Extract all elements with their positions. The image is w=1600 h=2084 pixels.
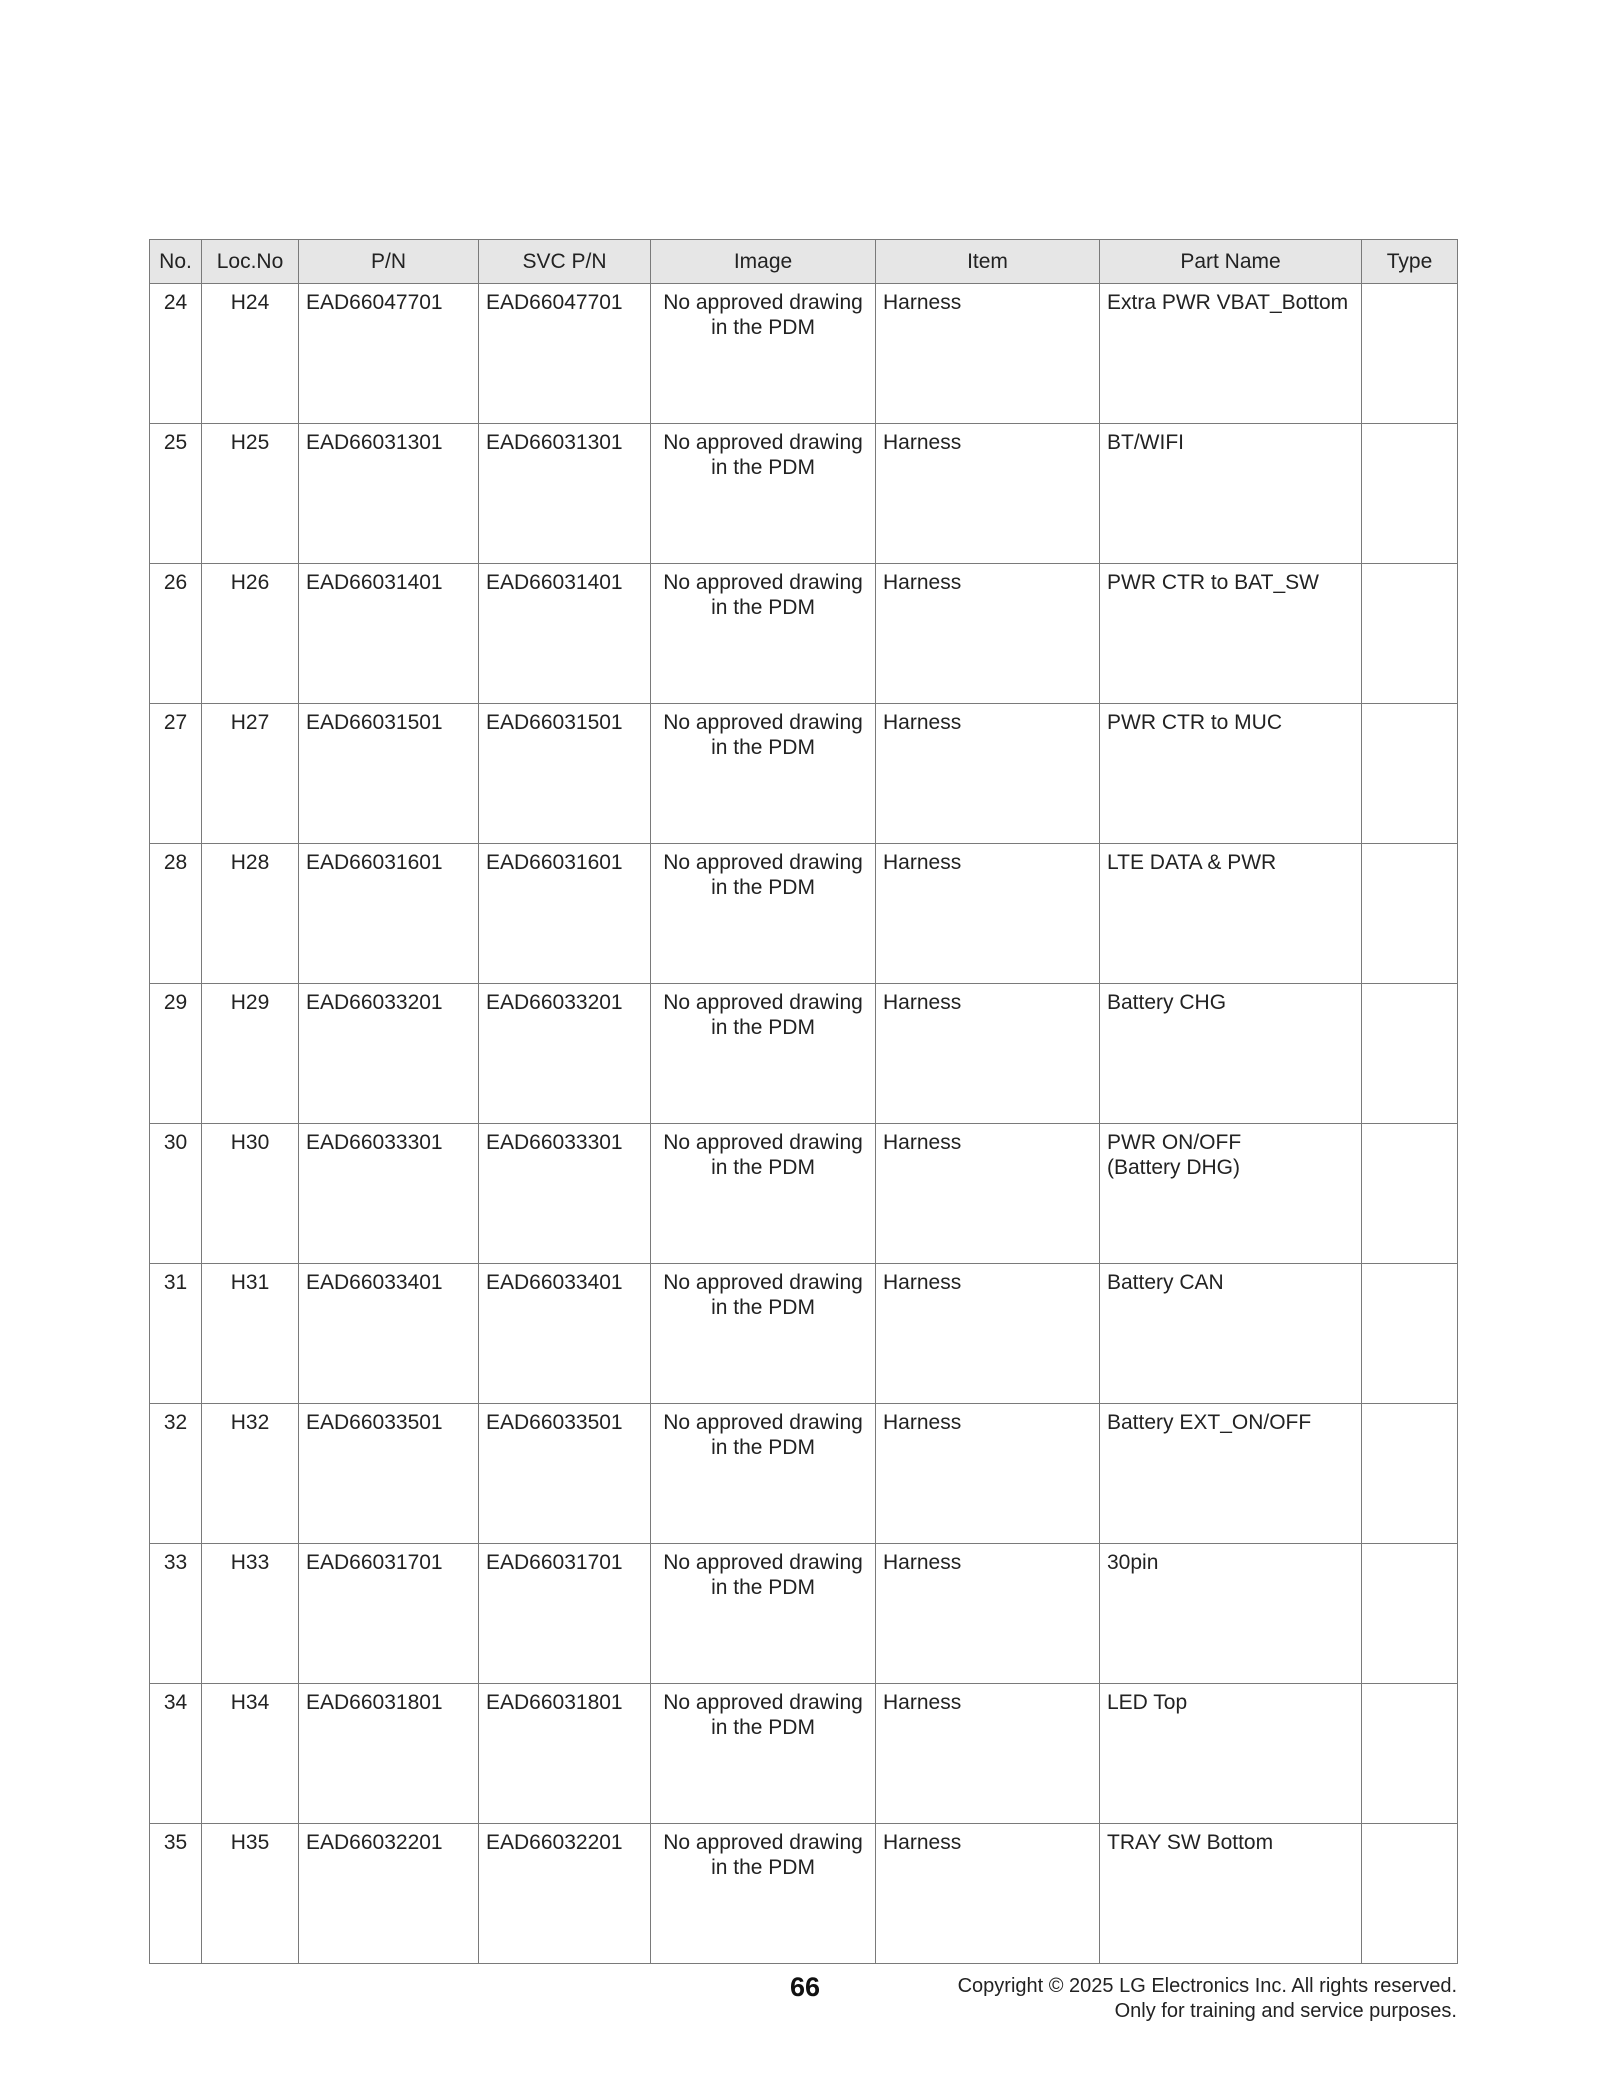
image-note-line: in the PDM bbox=[711, 1296, 815, 1319]
cell-type bbox=[1362, 1404, 1458, 1544]
cell-pn: EAD66031401 bbox=[299, 564, 479, 704]
cell-pn: EAD66031601 bbox=[299, 844, 479, 984]
table-row bbox=[150, 1264, 1458, 1404]
cell-type bbox=[1362, 984, 1458, 1124]
cell-no: 30 bbox=[150, 1124, 202, 1264]
part-name-line: (Battery DHG) bbox=[1107, 1156, 1241, 1179]
page-number: 66 bbox=[789, 1972, 821, 2002]
table-row bbox=[150, 1404, 1458, 1544]
part-name-line: PWR ON/OFF bbox=[1107, 1131, 1242, 1154]
cell-loc-no: H31 bbox=[202, 1264, 299, 1404]
image-note-line: in the PDM bbox=[711, 876, 815, 899]
cell-part-name bbox=[1100, 1264, 1362, 1404]
cell-item: Harness bbox=[876, 1264, 1100, 1404]
cell-svc-pn: EAD66031701 bbox=[479, 1544, 651, 1684]
cell-type bbox=[1362, 704, 1458, 844]
cell-no: 27 bbox=[150, 704, 202, 844]
cell-item: Harness bbox=[876, 1404, 1100, 1544]
image-note-line: in the PDM bbox=[711, 1716, 815, 1739]
usage-notice: Only for training and service purposes. bbox=[1114, 2000, 1457, 2022]
cell-pn: EAD66047701 bbox=[299, 284, 479, 424]
copyright-notice bbox=[958, 1974, 1457, 2024]
cell-type bbox=[1362, 564, 1458, 704]
part-name-line: 30pin bbox=[1107, 1551, 1159, 1574]
parts-table bbox=[149, 239, 1458, 1964]
image-note-line: No approved drawing bbox=[663, 1131, 863, 1154]
cell-image bbox=[651, 1124, 876, 1264]
cell-image bbox=[651, 424, 876, 564]
image-note-line: No approved drawing bbox=[663, 571, 863, 594]
cell-loc-no: H29 bbox=[202, 984, 299, 1124]
cell-loc-no: H34 bbox=[202, 1684, 299, 1824]
cell-svc-pn: EAD66033301 bbox=[479, 1124, 651, 1264]
cell-part-name bbox=[1100, 564, 1362, 704]
cell-loc-no: H27 bbox=[202, 704, 299, 844]
cell-item: Harness bbox=[876, 1124, 1100, 1264]
table-row bbox=[150, 1544, 1458, 1684]
table-row bbox=[150, 564, 1458, 704]
cell-pn: EAD66031701 bbox=[299, 1544, 479, 1684]
cell-no: 26 bbox=[150, 564, 202, 704]
cell-part-name bbox=[1100, 1824, 1362, 1964]
cell-pn: EAD66031501 bbox=[299, 704, 479, 844]
cell-image bbox=[651, 1404, 876, 1544]
cell-loc-no: H25 bbox=[202, 424, 299, 564]
image-note-line: No approved drawing bbox=[663, 1411, 863, 1434]
cell-item: Harness bbox=[876, 984, 1100, 1124]
cell-loc-no: H30 bbox=[202, 1124, 299, 1264]
table-row bbox=[150, 984, 1458, 1124]
image-note-line: No approved drawing bbox=[663, 991, 863, 1014]
cell-type bbox=[1362, 844, 1458, 984]
table-row bbox=[150, 1124, 1458, 1264]
cell-svc-pn: EAD66031801 bbox=[479, 1684, 651, 1824]
header-type: Type bbox=[1362, 240, 1458, 284]
cell-image bbox=[651, 564, 876, 704]
image-note-line: in the PDM bbox=[711, 736, 815, 759]
cell-no: 33 bbox=[150, 1544, 202, 1684]
cell-loc-no: H33 bbox=[202, 1544, 299, 1684]
part-name-line: Extra PWR VBAT_Bottom bbox=[1107, 291, 1349, 314]
cell-pn: EAD66031801 bbox=[299, 1684, 479, 1824]
cell-loc-no: H35 bbox=[202, 1824, 299, 1964]
cell-pn: EAD66032201 bbox=[299, 1824, 479, 1964]
copyright-text: Copyright © 2025 LG Electronics Inc. All rights reserved. bbox=[957, 1975, 1457, 1997]
image-note-line: No approved drawing bbox=[663, 1271, 863, 1294]
image-note-line: No approved drawing bbox=[663, 1551, 863, 1574]
cell-svc-pn: EAD66031601 bbox=[479, 844, 651, 984]
image-note-line: No approved drawing bbox=[663, 431, 863, 454]
header-svc-pn: SVC P/N bbox=[479, 240, 651, 284]
cell-type bbox=[1362, 424, 1458, 564]
table-body bbox=[150, 284, 1458, 1964]
cell-part-name bbox=[1100, 424, 1362, 564]
part-name-line: TRAY SW Bottom bbox=[1107, 1831, 1274, 1854]
image-note-line: No approved drawing bbox=[663, 291, 863, 314]
image-note-line: in the PDM bbox=[711, 1856, 815, 1879]
cell-part-name bbox=[1100, 1684, 1362, 1824]
cell-loc-no: H24 bbox=[202, 284, 299, 424]
cell-svc-pn: EAD66031501 bbox=[479, 704, 651, 844]
part-name-line: LED Top bbox=[1107, 1691, 1188, 1714]
image-note-line: No approved drawing bbox=[663, 1831, 863, 1854]
cell-type bbox=[1362, 1824, 1458, 1964]
image-note-line: in the PDM bbox=[711, 1436, 815, 1459]
cell-item: Harness bbox=[876, 844, 1100, 984]
cell-type bbox=[1362, 1124, 1458, 1264]
cell-pn: EAD66033301 bbox=[299, 1124, 479, 1264]
cell-image bbox=[651, 704, 876, 844]
header-pn: P/N bbox=[299, 240, 479, 284]
cell-type bbox=[1362, 284, 1458, 424]
table-row bbox=[150, 704, 1458, 844]
cell-svc-pn: EAD66047701 bbox=[479, 284, 651, 424]
cell-svc-pn: EAD66033401 bbox=[479, 1264, 651, 1404]
cell-item: Harness bbox=[876, 1544, 1100, 1684]
cell-no: 35 bbox=[150, 1824, 202, 1964]
part-name-line: Battery EXT_ON/OFF bbox=[1107, 1411, 1312, 1434]
cell-pn: EAD66033401 bbox=[299, 1264, 479, 1404]
header-no: No. bbox=[150, 240, 202, 284]
part-name-line: PWR CTR to MUC bbox=[1107, 711, 1282, 734]
cell-part-name bbox=[1100, 984, 1362, 1124]
cell-part-name bbox=[1100, 1124, 1362, 1264]
cell-svc-pn: EAD66031301 bbox=[479, 424, 651, 564]
cell-svc-pn: EAD66032201 bbox=[479, 1824, 651, 1964]
cell-part-name bbox=[1100, 1404, 1362, 1544]
cell-image bbox=[651, 984, 876, 1124]
cell-item: Harness bbox=[876, 1684, 1100, 1824]
cell-part-name bbox=[1100, 844, 1362, 984]
cell-svc-pn: EAD66033501 bbox=[479, 1404, 651, 1544]
cell-part-name bbox=[1100, 704, 1362, 844]
image-note-line: No approved drawing bbox=[663, 711, 863, 734]
image-note-line: No approved drawing bbox=[663, 1691, 863, 1714]
cell-image bbox=[651, 1684, 876, 1824]
header-part-name: Part Name bbox=[1100, 240, 1362, 284]
table-row bbox=[150, 1684, 1458, 1824]
cell-no: 28 bbox=[150, 844, 202, 984]
cell-item: Harness bbox=[876, 704, 1100, 844]
image-note-line: in the PDM bbox=[711, 1016, 815, 1039]
image-note-line: in the PDM bbox=[711, 1156, 815, 1179]
cell-no: 31 bbox=[150, 1264, 202, 1404]
cell-item: Harness bbox=[876, 284, 1100, 424]
cell-part-name bbox=[1100, 284, 1362, 424]
cell-type bbox=[1362, 1684, 1458, 1824]
image-note-line: in the PDM bbox=[711, 316, 815, 339]
image-note-line: No approved drawing bbox=[663, 851, 863, 874]
cell-type bbox=[1362, 1544, 1458, 1684]
header-image: Image bbox=[651, 240, 876, 284]
cell-pn: EAD66033501 bbox=[299, 1404, 479, 1544]
part-name-line: BT/WIFI bbox=[1107, 431, 1184, 454]
cell-pn: EAD66033201 bbox=[299, 984, 479, 1124]
cell-no: 32 bbox=[150, 1404, 202, 1544]
cell-no: 24 bbox=[150, 284, 202, 424]
cell-loc-no: H28 bbox=[202, 844, 299, 984]
cell-loc-no: H32 bbox=[202, 1404, 299, 1544]
part-name-line: Battery CHG bbox=[1107, 991, 1227, 1014]
cell-svc-pn: EAD66033201 bbox=[479, 984, 651, 1124]
image-note-line: in the PDM bbox=[711, 1576, 815, 1599]
table-row bbox=[150, 1824, 1458, 1964]
cell-image bbox=[651, 1824, 876, 1964]
image-note-line: in the PDM bbox=[711, 596, 815, 619]
table-row bbox=[150, 424, 1458, 564]
cell-part-name bbox=[1100, 1544, 1362, 1684]
cell-no: 34 bbox=[150, 1684, 202, 1824]
cell-loc-no: H26 bbox=[202, 564, 299, 704]
cell-image bbox=[651, 844, 876, 984]
cell-image bbox=[651, 1544, 876, 1684]
cell-item: Harness bbox=[876, 564, 1100, 704]
table-row bbox=[150, 844, 1458, 984]
cell-image bbox=[651, 284, 876, 424]
part-name-line: Battery CAN bbox=[1107, 1271, 1224, 1294]
cell-svc-pn: EAD66031401 bbox=[479, 564, 651, 704]
cell-no: 25 bbox=[150, 424, 202, 564]
cell-type bbox=[1362, 1264, 1458, 1404]
part-name-line: LTE DATA & PWR bbox=[1107, 851, 1277, 874]
part-name-line: PWR CTR to BAT_SW bbox=[1107, 571, 1319, 594]
cell-item: Harness bbox=[876, 424, 1100, 564]
header-item: Item bbox=[876, 240, 1100, 284]
header-loc-no: Loc.No bbox=[202, 240, 299, 284]
table-row bbox=[150, 284, 1458, 424]
cell-image bbox=[651, 1264, 876, 1404]
cell-pn: EAD66031301 bbox=[299, 424, 479, 564]
image-note-line: in the PDM bbox=[711, 456, 815, 479]
table-header-row bbox=[150, 240, 1458, 284]
cell-no: 29 bbox=[150, 984, 202, 1124]
cell-item: Harness bbox=[876, 1824, 1100, 1964]
